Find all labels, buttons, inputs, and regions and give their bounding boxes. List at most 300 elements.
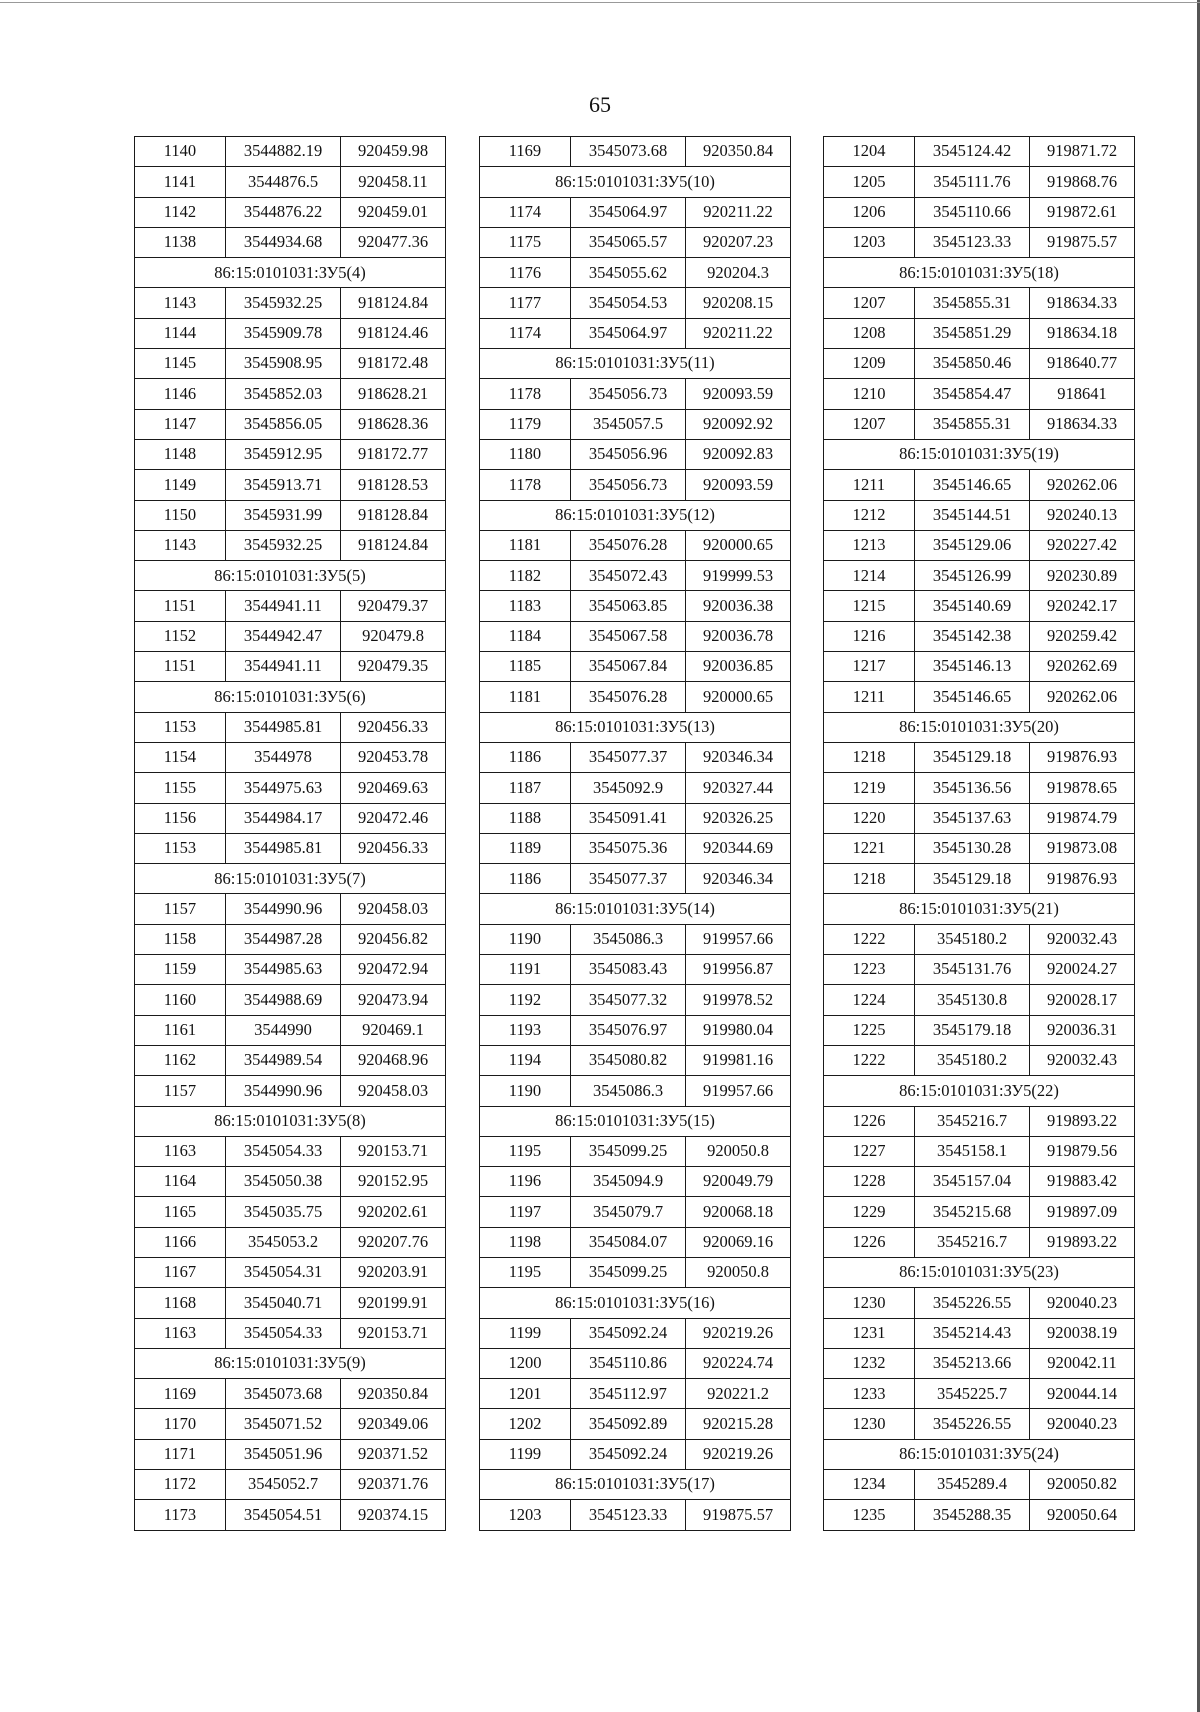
y-coordinate-cell: 920032.43	[1030, 924, 1135, 954]
point-number-cell: 1190	[480, 1076, 571, 1106]
table-row	[480, 682, 791, 712]
point-number-cell: 1153	[135, 712, 226, 742]
parcel-heading: 86:15:0101031:ЗУ5(5)	[135, 561, 446, 591]
point-number-cell: 1173	[135, 1500, 226, 1530]
table-row	[480, 197, 791, 227]
x-coordinate-cell: 3544941.11	[226, 652, 341, 682]
x-coordinate-cell: 3545144.51	[915, 500, 1030, 530]
y-coordinate-cell: 920152.95	[341, 1167, 446, 1197]
point-number-cell: 1172	[135, 1470, 226, 1500]
x-coordinate-cell: 3545035.75	[226, 1197, 341, 1227]
point-number-cell: 1138	[135, 227, 226, 257]
parcel-heading-row	[824, 712, 1135, 742]
point-number-cell: 1153	[135, 833, 226, 863]
y-coordinate-cell: 918124.46	[341, 318, 446, 348]
table-row	[135, 167, 446, 197]
x-coordinate-cell: 3545052.7	[226, 1470, 341, 1500]
x-coordinate-cell: 3545931.99	[226, 500, 341, 530]
x-coordinate-cell: 3545124.42	[915, 137, 1030, 167]
x-coordinate-cell: 3545086.3	[571, 924, 686, 954]
x-coordinate-cell: 3545908.95	[226, 349, 341, 379]
point-number-cell: 1155	[135, 773, 226, 803]
table-row	[480, 227, 791, 257]
y-coordinate-cell: 920093.59	[686, 470, 791, 500]
point-number-cell: 1169	[135, 1379, 226, 1409]
point-number-cell: 1232	[824, 1348, 915, 1378]
parcel-heading: 86:15:0101031:ЗУ5(19)	[824, 439, 1135, 469]
point-number-cell: 1189	[480, 833, 571, 863]
parcel-heading-row	[135, 682, 446, 712]
table-row	[824, 985, 1135, 1015]
table-row	[135, 894, 446, 924]
y-coordinate-cell: 919893.22	[1030, 1106, 1135, 1136]
x-coordinate-cell: 3545129.06	[915, 530, 1030, 560]
y-coordinate-cell: 920326.25	[686, 803, 791, 833]
table-row	[135, 1015, 446, 1045]
table-row	[135, 1167, 446, 1197]
table-row	[480, 1136, 791, 1166]
table-row	[480, 924, 791, 954]
y-coordinate-cell: 920473.94	[341, 985, 446, 1015]
table-row	[480, 258, 791, 288]
parcel-heading-row	[480, 167, 791, 197]
point-number-cell: 1166	[135, 1227, 226, 1257]
point-number-cell: 1220	[824, 803, 915, 833]
x-coordinate-cell: 3545131.76	[915, 955, 1030, 985]
y-coordinate-cell: 920468.96	[341, 1045, 446, 1075]
y-coordinate-cell: 920028.17	[1030, 985, 1135, 1015]
x-coordinate-cell: 3545912.95	[226, 439, 341, 469]
parcel-heading: 86:15:0101031:ЗУ5(14)	[480, 894, 791, 924]
table-row	[824, 924, 1135, 954]
point-number-cell: 1163	[135, 1136, 226, 1166]
x-coordinate-cell: 3545180.2	[915, 924, 1030, 954]
point-number-cell: 1226	[824, 1227, 915, 1257]
y-coordinate-cell: 918172.48	[341, 349, 446, 379]
y-coordinate-cell: 920000.65	[686, 530, 791, 560]
table-row	[480, 742, 791, 772]
table-row	[824, 1167, 1135, 1197]
table-row	[824, 379, 1135, 409]
x-coordinate-cell: 3545054.51	[226, 1500, 341, 1530]
point-number-cell: 1156	[135, 803, 226, 833]
point-number-cell: 1219	[824, 773, 915, 803]
y-coordinate-cell: 920456.33	[341, 833, 446, 863]
table-row	[480, 1348, 791, 1378]
y-coordinate-cell: 919878.65	[1030, 773, 1135, 803]
parcel-heading-row	[135, 561, 446, 591]
parcel-heading: 86:15:0101031:ЗУ5(8)	[135, 1106, 446, 1136]
point-number-cell: 1187	[480, 773, 571, 803]
y-coordinate-cell: 920211.22	[686, 318, 791, 348]
x-coordinate-cell: 3545142.38	[915, 621, 1030, 651]
point-number-cell: 1225	[824, 1015, 915, 1045]
table-row	[135, 500, 446, 530]
y-coordinate-cell: 920479.37	[341, 591, 446, 621]
point-number-cell: 1193	[480, 1015, 571, 1045]
y-coordinate-cell: 918628.21	[341, 379, 446, 409]
x-coordinate-cell: 3544975.63	[226, 773, 341, 803]
x-coordinate-cell: 3545092.9	[571, 773, 686, 803]
y-coordinate-cell: 920479.8	[341, 621, 446, 651]
table-row	[480, 985, 791, 1015]
y-coordinate-cell: 920350.84	[686, 137, 791, 167]
y-coordinate-cell: 920350.84	[341, 1379, 446, 1409]
parcel-heading-row	[824, 439, 1135, 469]
point-number-cell: 1215	[824, 591, 915, 621]
table-row	[135, 379, 446, 409]
y-coordinate-cell: 920204.3	[686, 258, 791, 288]
x-coordinate-cell: 3545092.24	[571, 1318, 686, 1348]
table-row	[135, 439, 446, 469]
table-row	[824, 1348, 1135, 1378]
point-number-cell: 1211	[824, 470, 915, 500]
table-row	[135, 288, 446, 318]
table-row	[135, 1288, 446, 1318]
table-row	[480, 379, 791, 409]
y-coordinate-cell: 919980.04	[686, 1015, 791, 1045]
x-coordinate-cell: 3545854.47	[915, 379, 1030, 409]
x-coordinate-cell: 3545077.37	[571, 742, 686, 772]
table-row	[824, 227, 1135, 257]
parcel-heading-row	[824, 1439, 1135, 1469]
table-row	[135, 712, 446, 742]
y-coordinate-cell: 920346.34	[686, 864, 791, 894]
table-row	[480, 864, 791, 894]
point-number-cell: 1151	[135, 591, 226, 621]
y-coordinate-cell: 919999.53	[686, 561, 791, 591]
x-coordinate-cell: 3545054.33	[226, 1318, 341, 1348]
point-number-cell: 1162	[135, 1045, 226, 1075]
x-coordinate-cell: 3544990.96	[226, 1076, 341, 1106]
x-coordinate-cell: 3545216.7	[915, 1106, 1030, 1136]
point-number-cell: 1204	[824, 137, 915, 167]
point-number-cell: 1208	[824, 318, 915, 348]
x-coordinate-cell: 3545076.28	[571, 530, 686, 560]
table-row	[824, 470, 1135, 500]
table-row	[480, 1318, 791, 1348]
x-coordinate-cell: 3545040.71	[226, 1288, 341, 1318]
x-coordinate-cell: 3545079.7	[571, 1197, 686, 1227]
point-number-cell: 1181	[480, 530, 571, 560]
y-coordinate-cell: 920211.22	[686, 197, 791, 227]
y-coordinate-cell: 918634.33	[1030, 288, 1135, 318]
point-number-cell: 1206	[824, 197, 915, 227]
y-coordinate-cell: 920469.63	[341, 773, 446, 803]
table-row	[480, 318, 791, 348]
table-row	[824, 1106, 1135, 1136]
y-coordinate-cell: 920262.06	[1030, 682, 1135, 712]
point-number-cell: 1152	[135, 621, 226, 651]
parcel-heading: 86:15:0101031:ЗУ5(9)	[135, 1348, 446, 1378]
point-number-cell: 1195	[480, 1136, 571, 1166]
x-coordinate-cell: 3545065.57	[571, 227, 686, 257]
y-coordinate-cell: 918634.33	[1030, 409, 1135, 439]
table-row	[824, 288, 1135, 318]
point-number-cell: 1140	[135, 137, 226, 167]
x-coordinate-cell: 3545180.2	[915, 1045, 1030, 1075]
table-row	[480, 439, 791, 469]
x-coordinate-cell: 3545057.5	[571, 409, 686, 439]
point-number-cell: 1179	[480, 409, 571, 439]
coordinates-table-right	[823, 136, 1135, 1531]
point-number-cell: 1201	[480, 1379, 571, 1409]
x-coordinate-cell: 3544984.17	[226, 803, 341, 833]
x-coordinate-cell: 3544876.22	[226, 197, 341, 227]
table-row	[135, 349, 446, 379]
x-coordinate-cell: 3545216.7	[915, 1227, 1030, 1257]
point-number-cell: 1164	[135, 1167, 226, 1197]
parcel-heading: 86:15:0101031:ЗУ5(12)	[480, 500, 791, 530]
x-coordinate-cell: 3545129.18	[915, 742, 1030, 772]
table-row	[135, 1136, 446, 1166]
table-row	[824, 1136, 1135, 1166]
x-coordinate-cell: 3545086.3	[571, 1076, 686, 1106]
y-coordinate-cell: 920092.92	[686, 409, 791, 439]
table-row	[135, 742, 446, 772]
point-number-cell: 1182	[480, 561, 571, 591]
point-number-cell: 1141	[135, 167, 226, 197]
table-row	[480, 833, 791, 863]
point-number-cell: 1150	[135, 500, 226, 530]
y-coordinate-cell: 919957.66	[686, 924, 791, 954]
point-number-cell: 1158	[135, 924, 226, 954]
table-row	[135, 985, 446, 1015]
y-coordinate-cell: 920042.11	[1030, 1348, 1135, 1378]
x-coordinate-cell: 3545056.73	[571, 379, 686, 409]
table-row	[824, 652, 1135, 682]
x-coordinate-cell: 3545112.97	[571, 1379, 686, 1409]
y-coordinate-cell: 919978.52	[686, 985, 791, 1015]
coordinates-table-middle	[479, 136, 791, 1531]
x-coordinate-cell: 3545053.2	[226, 1227, 341, 1257]
table-row	[135, 1227, 446, 1257]
x-coordinate-cell: 3545067.58	[571, 621, 686, 651]
coordinates-table-left	[134, 136, 446, 1531]
x-coordinate-cell: 3545146.65	[915, 682, 1030, 712]
point-number-cell: 1177	[480, 288, 571, 318]
y-coordinate-cell: 920036.85	[686, 652, 791, 682]
table-row	[135, 1500, 446, 1530]
table-row	[824, 1227, 1135, 1257]
x-coordinate-cell: 3545073.68	[226, 1379, 341, 1409]
y-coordinate-cell: 920242.17	[1030, 591, 1135, 621]
x-coordinate-cell: 3545075.36	[571, 833, 686, 863]
x-coordinate-cell: 3545913.71	[226, 470, 341, 500]
x-coordinate-cell: 3545852.03	[226, 379, 341, 409]
parcel-heading: 86:15:0101031:ЗУ5(6)	[135, 682, 446, 712]
y-coordinate-cell: 920458.11	[341, 167, 446, 197]
y-coordinate-cell: 919868.76	[1030, 167, 1135, 197]
x-coordinate-cell: 3544934.68	[226, 227, 341, 257]
parcel-heading-row	[135, 864, 446, 894]
table-row	[135, 591, 446, 621]
parcel-heading: 86:15:0101031:ЗУ5(13)	[480, 712, 791, 742]
table-row	[480, 470, 791, 500]
table-row	[135, 1045, 446, 1075]
parcel-heading-row	[135, 258, 446, 288]
point-number-cell: 1165	[135, 1197, 226, 1227]
table-row	[480, 1015, 791, 1045]
table-row	[135, 803, 446, 833]
table-row	[824, 682, 1135, 712]
point-number-cell: 1154	[135, 742, 226, 772]
point-number-cell: 1233	[824, 1379, 915, 1409]
point-number-cell: 1185	[480, 652, 571, 682]
table-row	[824, 318, 1135, 348]
y-coordinate-cell: 920453.78	[341, 742, 446, 772]
point-number-cell: 1235	[824, 1500, 915, 1530]
x-coordinate-cell: 3544985.81	[226, 712, 341, 742]
point-number-cell: 1157	[135, 894, 226, 924]
table-row	[480, 652, 791, 682]
y-coordinate-cell: 919871.72	[1030, 137, 1135, 167]
x-coordinate-cell: 3545146.65	[915, 470, 1030, 500]
y-coordinate-cell: 920346.34	[686, 742, 791, 772]
table-row	[480, 1197, 791, 1227]
point-number-cell: 1203	[480, 1500, 571, 1530]
point-number-cell: 1161	[135, 1015, 226, 1045]
x-coordinate-cell: 3545110.86	[571, 1348, 686, 1378]
x-coordinate-cell: 3544985.81	[226, 833, 341, 863]
point-number-cell: 1213	[824, 530, 915, 560]
x-coordinate-cell: 3545213.66	[915, 1348, 1030, 1378]
table-row	[480, 1500, 791, 1530]
table-row	[824, 1015, 1135, 1045]
table-row	[135, 409, 446, 439]
x-coordinate-cell: 3545130.8	[915, 985, 1030, 1015]
point-number-cell: 1228	[824, 1167, 915, 1197]
point-number-cell: 1229	[824, 1197, 915, 1227]
y-coordinate-cell: 920240.13	[1030, 500, 1135, 530]
x-coordinate-cell: 3545123.33	[571, 1500, 686, 1530]
y-coordinate-cell: 920221.2	[686, 1379, 791, 1409]
x-coordinate-cell: 3545140.69	[915, 591, 1030, 621]
x-coordinate-cell: 3545932.25	[226, 288, 341, 318]
y-coordinate-cell: 920262.06	[1030, 470, 1135, 500]
y-coordinate-cell: 920472.94	[341, 955, 446, 985]
table-row	[135, 137, 446, 167]
table-row	[824, 864, 1135, 894]
point-number-cell: 1171	[135, 1439, 226, 1469]
point-number-cell: 1214	[824, 561, 915, 591]
table-row	[480, 288, 791, 318]
table-row	[135, 318, 446, 348]
parcel-heading: 86:15:0101031:ЗУ5(10)	[480, 167, 791, 197]
x-coordinate-cell: 3544985.63	[226, 955, 341, 985]
x-coordinate-cell: 3545084.07	[571, 1227, 686, 1257]
point-number-cell: 1224	[824, 985, 915, 1015]
point-number-cell: 1194	[480, 1045, 571, 1075]
point-number-cell: 1145	[135, 349, 226, 379]
parcel-heading-row	[480, 500, 791, 530]
y-coordinate-cell: 920024.27	[1030, 955, 1135, 985]
x-coordinate-cell: 3545083.43	[571, 955, 686, 985]
x-coordinate-cell: 3545855.31	[915, 288, 1030, 318]
x-coordinate-cell: 3545077.32	[571, 985, 686, 1015]
y-coordinate-cell: 920219.26	[686, 1439, 791, 1469]
x-coordinate-cell: 3544990.96	[226, 894, 341, 924]
y-coordinate-cell: 919879.56	[1030, 1136, 1135, 1166]
point-number-cell: 1203	[824, 227, 915, 257]
table-row	[480, 773, 791, 803]
y-coordinate-cell: 920153.71	[341, 1136, 446, 1166]
y-coordinate-cell: 920032.43	[1030, 1045, 1135, 1075]
parcel-heading-row	[480, 894, 791, 924]
y-coordinate-cell: 919873.08	[1030, 833, 1135, 863]
x-coordinate-cell: 3545055.62	[571, 258, 686, 288]
y-coordinate-cell: 918128.84	[341, 500, 446, 530]
point-number-cell: 1207	[824, 409, 915, 439]
x-coordinate-cell: 3545137.63	[915, 803, 1030, 833]
point-number-cell: 1181	[480, 682, 571, 712]
x-coordinate-cell: 3545080.82	[571, 1045, 686, 1075]
y-coordinate-cell: 920038.19	[1030, 1318, 1135, 1348]
x-coordinate-cell: 3545856.05	[226, 409, 341, 439]
point-number-cell: 1218	[824, 742, 915, 772]
y-coordinate-cell: 920458.03	[341, 894, 446, 924]
y-coordinate-cell: 920036.78	[686, 621, 791, 651]
table-row	[824, 1318, 1135, 1348]
y-coordinate-cell: 920262.69	[1030, 652, 1135, 682]
point-number-cell: 1198	[480, 1227, 571, 1257]
table-row	[135, 833, 446, 863]
table-row	[135, 197, 446, 227]
table-row	[480, 561, 791, 591]
y-coordinate-cell: 920230.89	[1030, 561, 1135, 591]
parcel-heading-row	[824, 1257, 1135, 1287]
point-number-cell: 1192	[480, 985, 571, 1015]
y-coordinate-cell: 918641	[1030, 379, 1135, 409]
table-row	[480, 530, 791, 560]
y-coordinate-cell: 919876.93	[1030, 864, 1135, 894]
y-coordinate-cell: 920227.42	[1030, 530, 1135, 560]
table-row	[824, 349, 1135, 379]
x-coordinate-cell: 3544941.11	[226, 591, 341, 621]
x-coordinate-cell: 3545094.9	[571, 1167, 686, 1197]
table-row	[480, 803, 791, 833]
point-number-cell: 1178	[480, 470, 571, 500]
y-coordinate-cell: 919981.16	[686, 1045, 791, 1075]
x-coordinate-cell: 3545111.76	[915, 167, 1030, 197]
y-coordinate-cell: 920259.42	[1030, 621, 1135, 651]
y-coordinate-cell: 920208.15	[686, 288, 791, 318]
x-coordinate-cell: 3545063.85	[571, 591, 686, 621]
point-number-cell: 1216	[824, 621, 915, 651]
table-row	[824, 742, 1135, 772]
table-row	[824, 409, 1135, 439]
table-row	[480, 1076, 791, 1106]
y-coordinate-cell: 919874.79	[1030, 803, 1135, 833]
point-number-cell: 1197	[480, 1197, 571, 1227]
parcel-heading-row	[135, 1348, 446, 1378]
point-number-cell: 1176	[480, 258, 571, 288]
table-row	[135, 470, 446, 500]
x-coordinate-cell: 3545226.55	[915, 1288, 1030, 1318]
point-number-cell: 1207	[824, 288, 915, 318]
x-coordinate-cell: 3545099.25	[571, 1136, 686, 1166]
x-coordinate-cell: 3545855.31	[915, 409, 1030, 439]
x-coordinate-cell: 3545056.96	[571, 439, 686, 469]
table-row	[824, 591, 1135, 621]
point-number-cell: 1147	[135, 409, 226, 439]
table-row	[480, 1227, 791, 1257]
y-coordinate-cell: 920477.36	[341, 227, 446, 257]
point-number-cell: 1169	[480, 137, 571, 167]
table-row	[824, 1288, 1135, 1318]
y-coordinate-cell: 919883.42	[1030, 1167, 1135, 1197]
table-row	[135, 1439, 446, 1469]
